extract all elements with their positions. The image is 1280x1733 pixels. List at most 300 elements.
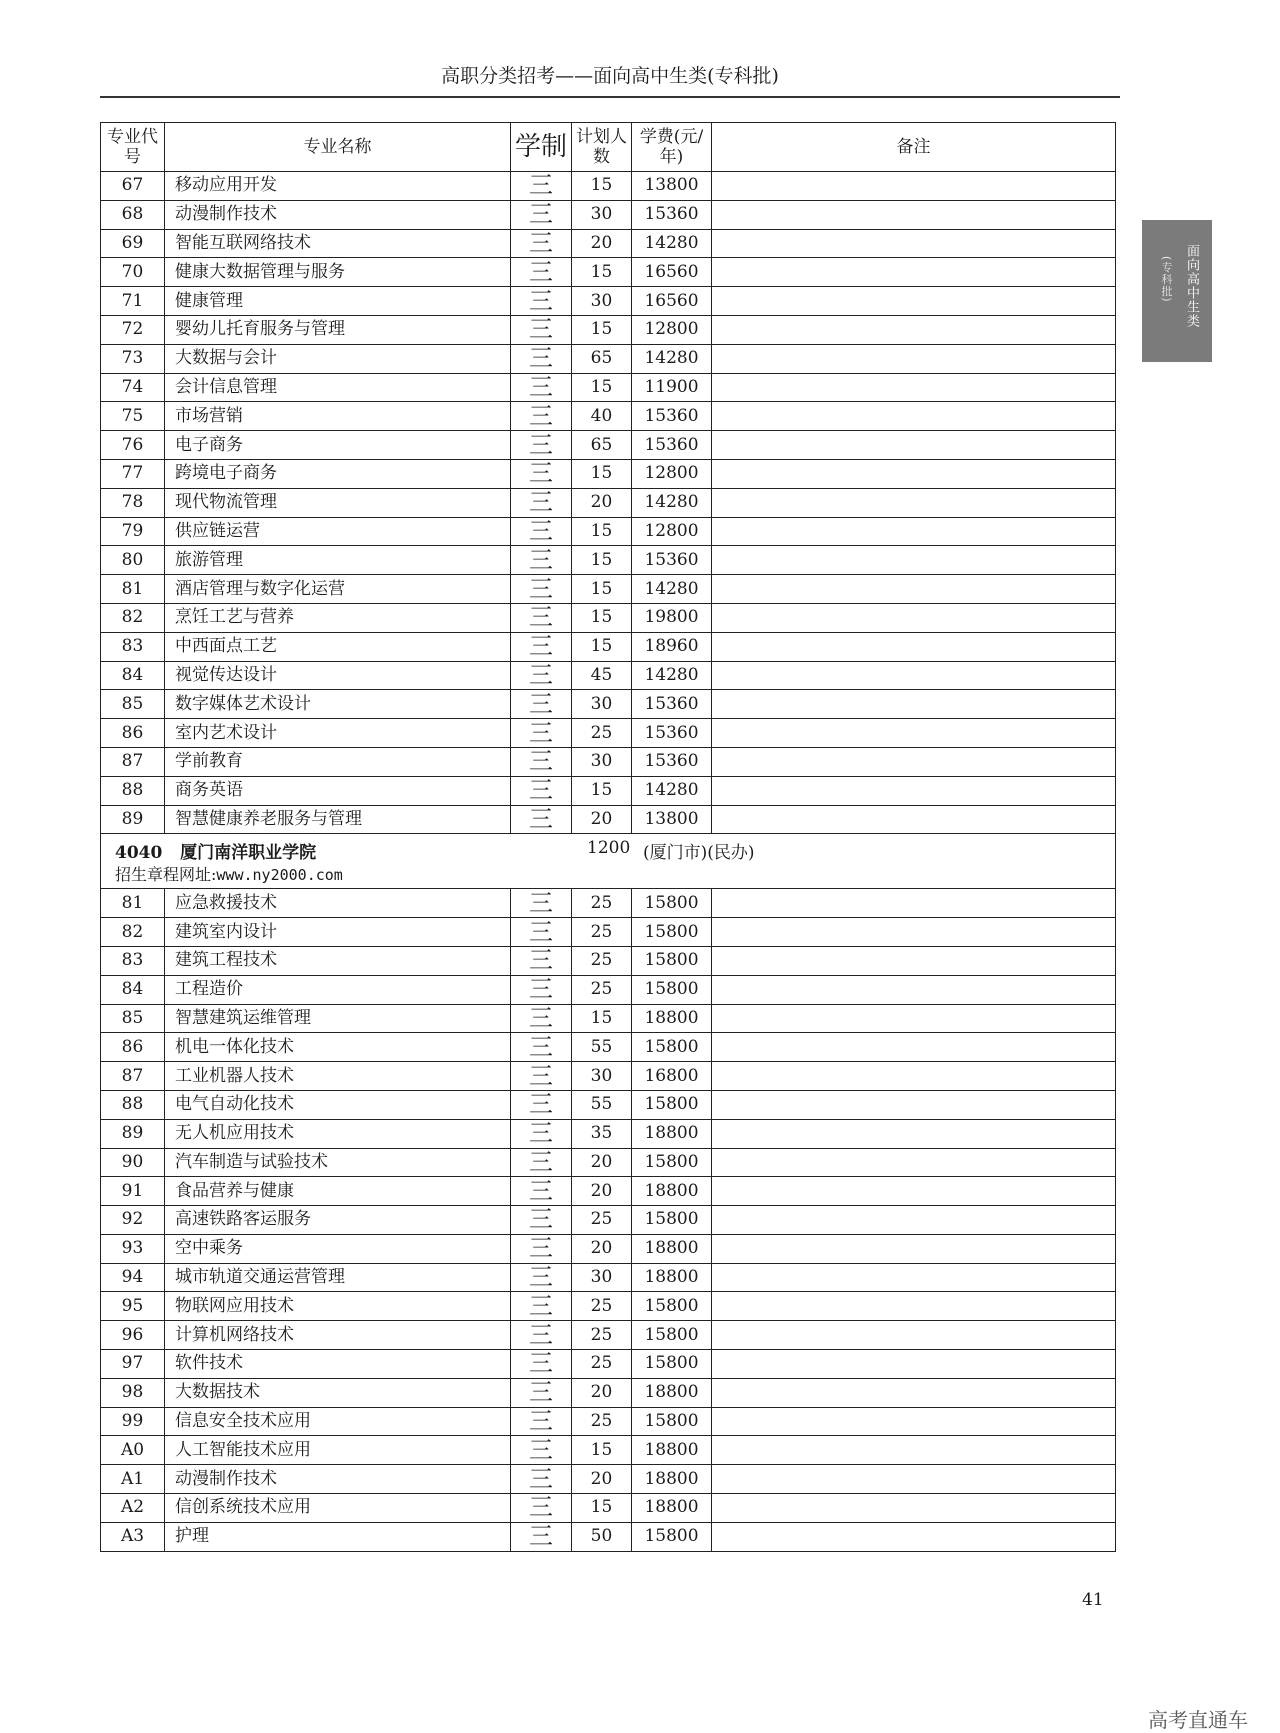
major-note bbox=[712, 402, 1116, 431]
table-row bbox=[101, 431, 1116, 460]
major-plan: 30 bbox=[572, 1062, 632, 1091]
major-code: 90 bbox=[101, 1148, 165, 1177]
school-code: 4040 bbox=[115, 843, 163, 864]
major-name: 护理 bbox=[165, 1522, 511, 1551]
table-row bbox=[101, 1263, 1116, 1292]
major-system: 三 bbox=[511, 1321, 572, 1350]
major-name: 数字媒体艺术设计 bbox=[165, 690, 511, 719]
major-plan: 25 bbox=[572, 1206, 632, 1235]
major-note bbox=[712, 690, 1116, 719]
major-name: 软件技术 bbox=[165, 1350, 511, 1379]
table-row bbox=[101, 632, 1116, 661]
major-name: 供应链运营 bbox=[165, 517, 511, 546]
major-code: 85 bbox=[101, 1004, 165, 1033]
major-name: 学前教育 bbox=[165, 747, 511, 776]
major-fee: 15800 bbox=[632, 946, 712, 975]
major-system: 三 bbox=[511, 889, 572, 918]
major-plan: 55 bbox=[572, 1090, 632, 1119]
major-plan: 20 bbox=[572, 229, 632, 258]
major-system: 三 bbox=[511, 258, 572, 287]
major-system: 三 bbox=[511, 229, 572, 258]
major-plan: 20 bbox=[572, 1465, 632, 1494]
major-note bbox=[712, 1177, 1116, 1206]
major-code: 95 bbox=[101, 1292, 165, 1321]
major-system: 三 bbox=[511, 172, 572, 201]
major-fee: 18800 bbox=[632, 1263, 712, 1292]
major-system: 三 bbox=[511, 1177, 572, 1206]
major-plan: 15 bbox=[572, 776, 632, 805]
major-note bbox=[712, 575, 1116, 604]
table-body-group1 bbox=[101, 172, 1116, 834]
major-name: 市场营销 bbox=[165, 402, 511, 431]
major-name: 城市轨道交通运营管理 bbox=[165, 1263, 511, 1292]
major-name: 工业机器人技术 bbox=[165, 1062, 511, 1091]
major-plan: 15 bbox=[572, 1436, 632, 1465]
table-row bbox=[101, 1177, 1116, 1206]
major-name: 商务英语 bbox=[165, 776, 511, 805]
major-system: 三 bbox=[511, 776, 572, 805]
table-row bbox=[101, 1062, 1116, 1091]
major-note bbox=[712, 315, 1116, 344]
major-note bbox=[712, 1090, 1116, 1119]
major-fee: 15800 bbox=[632, 1090, 712, 1119]
col-header-name: 专业名称 bbox=[165, 123, 511, 172]
major-code: 76 bbox=[101, 431, 165, 460]
table-row bbox=[101, 776, 1116, 805]
school-url: www.ny2000.com bbox=[216, 866, 343, 885]
major-system: 三 bbox=[511, 1494, 572, 1523]
col-header-code: 专业代号 bbox=[101, 123, 165, 172]
major-name: 智慧建筑运维管理 bbox=[165, 1004, 511, 1033]
major-plan: 15 bbox=[572, 546, 632, 575]
major-note bbox=[712, 1465, 1116, 1494]
major-fee: 15800 bbox=[632, 975, 712, 1004]
table-row bbox=[101, 889, 1116, 918]
table-row bbox=[101, 517, 1116, 546]
major-fee: 18800 bbox=[632, 1465, 712, 1494]
major-fee: 14280 bbox=[632, 229, 712, 258]
major-system: 三 bbox=[511, 575, 572, 604]
major-plan: 15 bbox=[572, 258, 632, 287]
table-body-group2 bbox=[101, 889, 1116, 1551]
major-fee: 14280 bbox=[632, 575, 712, 604]
major-fee: 18800 bbox=[632, 1234, 712, 1263]
major-code: 85 bbox=[101, 690, 165, 719]
major-fee: 14280 bbox=[632, 488, 712, 517]
major-note bbox=[712, 488, 1116, 517]
major-plan: 15 bbox=[572, 517, 632, 546]
major-name: 旅游管理 bbox=[165, 546, 511, 575]
major-note bbox=[712, 719, 1116, 748]
major-system: 三 bbox=[511, 1465, 572, 1494]
table-row bbox=[101, 946, 1116, 975]
table-row bbox=[101, 1436, 1116, 1465]
major-code: 74 bbox=[101, 373, 165, 402]
major-fee: 13800 bbox=[632, 172, 712, 201]
major-fee: 15360 bbox=[632, 747, 712, 776]
major-plan: 15 bbox=[572, 632, 632, 661]
major-name: 视觉传达设计 bbox=[165, 661, 511, 690]
major-name: 婴幼儿托育服务与管理 bbox=[165, 315, 511, 344]
major-name: 大数据技术 bbox=[165, 1378, 511, 1407]
table-row bbox=[101, 402, 1116, 431]
table-row bbox=[101, 258, 1116, 287]
table-row bbox=[101, 488, 1116, 517]
table-row bbox=[101, 719, 1116, 748]
major-system: 三 bbox=[511, 1062, 572, 1091]
major-plan: 15 bbox=[572, 1004, 632, 1033]
major-code: 94 bbox=[101, 1263, 165, 1292]
major-plan: 30 bbox=[572, 1263, 632, 1292]
table-row bbox=[101, 1321, 1116, 1350]
major-code: 89 bbox=[101, 1119, 165, 1148]
page-number: 41 bbox=[1082, 1590, 1104, 1610]
major-system: 三 bbox=[511, 459, 572, 488]
major-fee: 15360 bbox=[632, 546, 712, 575]
major-plan: 55 bbox=[572, 1033, 632, 1062]
table-row bbox=[101, 1465, 1116, 1494]
major-note bbox=[712, 1292, 1116, 1321]
major-name: 无人机应用技术 bbox=[165, 1119, 511, 1148]
major-name: 智能互联网络技术 bbox=[165, 229, 511, 258]
major-system: 三 bbox=[511, 1033, 572, 1062]
major-name: 建筑工程技术 bbox=[165, 946, 511, 975]
major-name: 物联网应用技术 bbox=[165, 1292, 511, 1321]
major-plan: 20 bbox=[572, 1234, 632, 1263]
major-name: 信创系统技术应用 bbox=[165, 1494, 511, 1523]
major-note bbox=[712, 546, 1116, 575]
major-code: 78 bbox=[101, 488, 165, 517]
major-name: 酒店管理与数字化运营 bbox=[165, 575, 511, 604]
major-note bbox=[712, 258, 1116, 287]
major-name: 汽车制造与试验技术 bbox=[165, 1148, 511, 1177]
major-code: 83 bbox=[101, 946, 165, 975]
major-plan: 30 bbox=[572, 747, 632, 776]
major-note bbox=[712, 517, 1116, 546]
table-row bbox=[101, 315, 1116, 344]
major-code: 82 bbox=[101, 918, 165, 947]
col-header-plan: 计划人数 bbox=[572, 123, 632, 172]
major-name: 室内艺术设计 bbox=[165, 719, 511, 748]
major-plan: 30 bbox=[572, 690, 632, 719]
major-plan: 20 bbox=[572, 1148, 632, 1177]
major-name: 动漫制作技术 bbox=[165, 1465, 511, 1494]
major-code: 70 bbox=[101, 258, 165, 287]
school-url-line bbox=[115, 862, 343, 885]
major-system: 三 bbox=[511, 315, 572, 344]
major-name: 计算机网络技术 bbox=[165, 1321, 511, 1350]
major-plan: 25 bbox=[572, 918, 632, 947]
major-code: 84 bbox=[101, 661, 165, 690]
major-fee: 14280 bbox=[632, 776, 712, 805]
major-note bbox=[712, 287, 1116, 316]
page-header: 高职分类招考——面向高中生类(专科批) bbox=[100, 58, 1120, 98]
major-code: 67 bbox=[101, 172, 165, 201]
major-code: 96 bbox=[101, 1321, 165, 1350]
major-name: 食品营养与健康 bbox=[165, 1177, 511, 1206]
major-name: 动漫制作技术 bbox=[165, 200, 511, 229]
major-name: 现代物流管理 bbox=[165, 488, 511, 517]
major-plan: 25 bbox=[572, 889, 632, 918]
major-name: 健康管理 bbox=[165, 287, 511, 316]
major-note bbox=[712, 632, 1116, 661]
major-system: 三 bbox=[511, 1090, 572, 1119]
major-fee: 13800 bbox=[632, 805, 712, 834]
major-code: 87 bbox=[101, 1062, 165, 1091]
major-plan: 15 bbox=[572, 575, 632, 604]
table-row bbox=[101, 1407, 1116, 1436]
major-note bbox=[712, 1407, 1116, 1436]
side-tab-subtitle: (专科批) bbox=[1160, 256, 1173, 303]
table-row bbox=[101, 918, 1116, 947]
major-plan: 15 bbox=[572, 459, 632, 488]
major-fee: 15800 bbox=[632, 1033, 712, 1062]
table-row bbox=[101, 747, 1116, 776]
major-note bbox=[712, 805, 1116, 834]
table-row bbox=[101, 200, 1116, 229]
major-note bbox=[712, 747, 1116, 776]
major-plan: 25 bbox=[572, 975, 632, 1004]
major-note bbox=[712, 1494, 1116, 1523]
major-system: 三 bbox=[511, 1292, 572, 1321]
major-name: 电气自动化技术 bbox=[165, 1090, 511, 1119]
major-name: 会计信息管理 bbox=[165, 373, 511, 402]
major-code: 93 bbox=[101, 1234, 165, 1263]
major-note bbox=[712, 1436, 1116, 1465]
major-plan: 35 bbox=[572, 1119, 632, 1148]
major-code: 88 bbox=[101, 1090, 165, 1119]
major-plan: 15 bbox=[572, 1494, 632, 1523]
major-system: 三 bbox=[511, 287, 572, 316]
major-system: 三 bbox=[511, 373, 572, 402]
major-system: 三 bbox=[511, 603, 572, 632]
major-system: 三 bbox=[511, 1407, 572, 1436]
major-fee: 12800 bbox=[632, 517, 712, 546]
major-plan: 20 bbox=[572, 1378, 632, 1407]
major-note bbox=[712, 975, 1116, 1004]
school-cell bbox=[101, 834, 1116, 889]
major-plan: 40 bbox=[572, 402, 632, 431]
major-note bbox=[712, 1378, 1116, 1407]
major-plan: 25 bbox=[572, 719, 632, 748]
major-fee: 14280 bbox=[632, 661, 712, 690]
major-system: 三 bbox=[511, 747, 572, 776]
major-fee: 18800 bbox=[632, 1436, 712, 1465]
major-plan: 30 bbox=[572, 287, 632, 316]
major-code: 68 bbox=[101, 200, 165, 229]
table-row bbox=[101, 1004, 1116, 1033]
table-row bbox=[101, 1206, 1116, 1235]
major-note bbox=[712, 459, 1116, 488]
major-fee: 15360 bbox=[632, 402, 712, 431]
major-code: 89 bbox=[101, 805, 165, 834]
table-row bbox=[101, 172, 1116, 201]
major-plan: 20 bbox=[572, 488, 632, 517]
major-fee: 15360 bbox=[632, 719, 712, 748]
major-system: 三 bbox=[511, 1206, 572, 1235]
major-code: 73 bbox=[101, 344, 165, 373]
major-note bbox=[712, 200, 1116, 229]
major-fee: 15360 bbox=[632, 690, 712, 719]
major-system: 三 bbox=[511, 1004, 572, 1033]
major-code: 88 bbox=[101, 776, 165, 805]
major-fee: 15800 bbox=[632, 1206, 712, 1235]
major-code: 91 bbox=[101, 1177, 165, 1206]
table-row bbox=[101, 661, 1116, 690]
major-code: 72 bbox=[101, 315, 165, 344]
major-name: 烹饪工艺与营养 bbox=[165, 603, 511, 632]
major-fee: 16800 bbox=[632, 1062, 712, 1091]
watermark: 高考直通车 bbox=[1148, 1708, 1248, 1732]
major-fee: 15800 bbox=[632, 889, 712, 918]
major-system: 三 bbox=[511, 1378, 572, 1407]
major-system: 三 bbox=[511, 488, 572, 517]
major-system: 三 bbox=[511, 200, 572, 229]
major-code: A0 bbox=[101, 1436, 165, 1465]
table-row bbox=[101, 1234, 1116, 1263]
major-note bbox=[712, 229, 1116, 258]
major-note bbox=[712, 1522, 1116, 1551]
major-fee: 15800 bbox=[632, 1522, 712, 1551]
major-system: 三 bbox=[511, 632, 572, 661]
major-fee: 15800 bbox=[632, 1350, 712, 1379]
major-plan: 20 bbox=[572, 1177, 632, 1206]
table-row bbox=[101, 1292, 1116, 1321]
major-name: 建筑室内设计 bbox=[165, 918, 511, 947]
major-name: 电子商务 bbox=[165, 431, 511, 460]
table-row bbox=[101, 1119, 1116, 1148]
major-fee: 18800 bbox=[632, 1494, 712, 1523]
school-name: 厦门南洋职业学院 bbox=[180, 843, 317, 864]
major-code: 71 bbox=[101, 287, 165, 316]
major-plan: 25 bbox=[572, 1292, 632, 1321]
major-fee: 15800 bbox=[632, 918, 712, 947]
major-note bbox=[712, 1350, 1116, 1379]
major-system: 三 bbox=[511, 918, 572, 947]
major-note bbox=[712, 1004, 1116, 1033]
table-row bbox=[101, 546, 1116, 575]
major-note bbox=[712, 172, 1116, 201]
table-row bbox=[101, 975, 1116, 1004]
major-note bbox=[712, 431, 1116, 460]
table-row bbox=[101, 805, 1116, 834]
major-fee: 15800 bbox=[632, 1407, 712, 1436]
major-note bbox=[712, 776, 1116, 805]
major-name: 跨境电子商务 bbox=[165, 459, 511, 488]
major-name: 应急救援技术 bbox=[165, 889, 511, 918]
major-note bbox=[712, 946, 1116, 975]
major-code: 83 bbox=[101, 632, 165, 661]
table-row bbox=[101, 1522, 1116, 1551]
col-header-fee: 学费(元/年) bbox=[632, 123, 712, 172]
major-system: 三 bbox=[511, 975, 572, 1004]
major-fee: 15800 bbox=[632, 1292, 712, 1321]
major-note bbox=[712, 1321, 1116, 1350]
major-system: 三 bbox=[511, 402, 572, 431]
major-code: 87 bbox=[101, 747, 165, 776]
major-code: 97 bbox=[101, 1350, 165, 1379]
major-plan: 15 bbox=[572, 315, 632, 344]
table-row bbox=[101, 1378, 1116, 1407]
table-row bbox=[101, 603, 1116, 632]
major-name: 信息安全技术应用 bbox=[165, 1407, 511, 1436]
major-fee: 15800 bbox=[632, 1148, 712, 1177]
major-code: 69 bbox=[101, 229, 165, 258]
col-header-system: 学制 bbox=[511, 123, 572, 172]
major-name: 移动应用开发 bbox=[165, 172, 511, 201]
major-code: 86 bbox=[101, 1033, 165, 1062]
major-fee: 18800 bbox=[632, 1177, 712, 1206]
enrollment-table bbox=[100, 122, 1116, 1552]
major-note bbox=[712, 1234, 1116, 1263]
major-code: 99 bbox=[101, 1407, 165, 1436]
table-row bbox=[101, 459, 1116, 488]
major-note bbox=[712, 344, 1116, 373]
table-row bbox=[101, 1090, 1116, 1119]
major-fee: 12800 bbox=[632, 459, 712, 488]
major-name: 健康大数据管理与服务 bbox=[165, 258, 511, 287]
major-system: 三 bbox=[511, 946, 572, 975]
major-plan: 15 bbox=[572, 603, 632, 632]
table-header-row bbox=[101, 123, 1116, 172]
major-note bbox=[712, 661, 1116, 690]
side-tab bbox=[1142, 220, 1212, 362]
school-url-label: 招生章程网址: bbox=[115, 865, 217, 885]
major-code: 86 bbox=[101, 719, 165, 748]
major-system: 三 bbox=[511, 1263, 572, 1292]
major-plan: 30 bbox=[572, 200, 632, 229]
major-code: 77 bbox=[101, 459, 165, 488]
school-location: (厦门市)(民办) bbox=[643, 843, 755, 864]
major-code: 75 bbox=[101, 402, 165, 431]
major-fee: 15800 bbox=[632, 1321, 712, 1350]
major-plan: 15 bbox=[572, 373, 632, 402]
major-system: 三 bbox=[511, 719, 572, 748]
major-note bbox=[712, 1033, 1116, 1062]
major-plan: 15 bbox=[572, 172, 632, 201]
major-note bbox=[712, 603, 1116, 632]
major-plan: 25 bbox=[572, 1407, 632, 1436]
major-system: 三 bbox=[511, 517, 572, 546]
major-fee: 19800 bbox=[632, 603, 712, 632]
major-plan: 45 bbox=[572, 661, 632, 690]
major-system: 三 bbox=[511, 344, 572, 373]
major-fee: 18960 bbox=[632, 632, 712, 661]
major-fee: 18800 bbox=[632, 1119, 712, 1148]
major-fee: 18800 bbox=[632, 1378, 712, 1407]
major-system: 三 bbox=[511, 1436, 572, 1465]
major-code: 82 bbox=[101, 603, 165, 632]
major-fee: 15360 bbox=[632, 431, 712, 460]
school-row bbox=[101, 834, 1116, 889]
table-row bbox=[101, 1033, 1116, 1062]
major-system: 三 bbox=[511, 661, 572, 690]
major-code: 84 bbox=[101, 975, 165, 1004]
major-plan: 20 bbox=[572, 805, 632, 834]
major-system: 三 bbox=[511, 1234, 572, 1263]
major-fee: 16560 bbox=[632, 258, 712, 287]
major-system: 三 bbox=[511, 1522, 572, 1551]
table-row bbox=[101, 1350, 1116, 1379]
major-code: 92 bbox=[101, 1206, 165, 1235]
major-code: A1 bbox=[101, 1465, 165, 1494]
table-row bbox=[101, 1148, 1116, 1177]
table-row bbox=[101, 1494, 1116, 1523]
school-title bbox=[115, 838, 316, 863]
major-fee: 15360 bbox=[632, 200, 712, 229]
major-name: 机电一体化技术 bbox=[165, 1033, 511, 1062]
major-code: A2 bbox=[101, 1494, 165, 1523]
